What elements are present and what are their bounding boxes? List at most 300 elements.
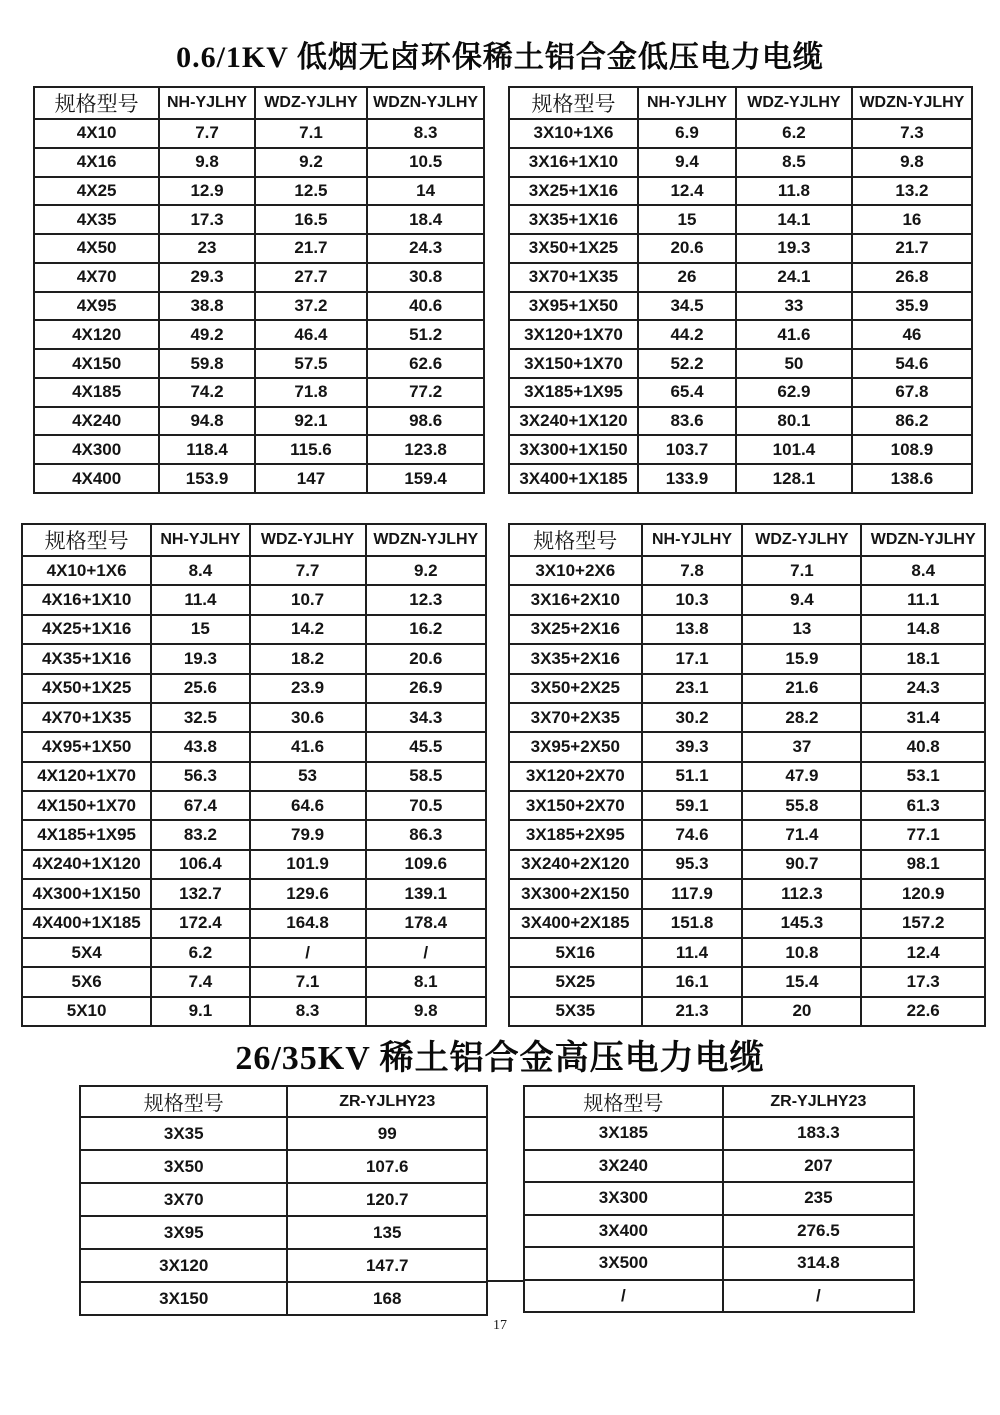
value-cell: 103.7: [638, 435, 736, 464]
spec-cell: 3X35+2X16: [509, 644, 642, 673]
value-cell: 10.7: [250, 585, 366, 614]
spec-cell: 3X25+1X16: [509, 177, 638, 206]
value-cell: 8.3: [367, 119, 484, 148]
value-cell: 67.8: [852, 378, 972, 407]
spec-cell: 4X300: [34, 435, 159, 464]
value-cell: 11.4: [642, 938, 743, 967]
value-cell: 79.9: [250, 820, 366, 849]
value-cell: 21.6: [742, 674, 861, 703]
value-cell: 8.1: [366, 967, 486, 996]
table-row: [22, 762, 486, 791]
value-cell: 17.1: [642, 644, 743, 673]
table-row: [509, 820, 985, 849]
spec-cell: 3X16+1X10: [509, 148, 638, 177]
value-cell: 101.9: [250, 850, 366, 879]
value-cell: 178.4: [366, 909, 486, 938]
value-cell: 9.8: [852, 148, 972, 177]
value-cell: 28.2: [742, 703, 861, 732]
value-cell: 23.9: [250, 674, 366, 703]
table-row: [22, 703, 486, 732]
table-row: [509, 556, 985, 585]
spec-cell: 4X35: [34, 205, 159, 234]
spec-column-header: 规格型号: [80, 1086, 287, 1117]
value-cell: 12.9: [159, 177, 254, 206]
model-column-header: NH-YJLHY: [159, 87, 254, 119]
value-cell: 9.1: [151, 997, 249, 1026]
table-row: [22, 585, 486, 614]
table-row: [524, 1150, 914, 1183]
spec-column-header: 规格型号: [509, 87, 638, 119]
spec-cell: 3X240+1X120: [509, 407, 638, 436]
value-cell: 10.3: [642, 585, 743, 614]
value-cell: 183.3: [723, 1117, 914, 1150]
model-column-header: WDZ-YJLHY: [736, 87, 852, 119]
value-cell: 62.6: [367, 349, 484, 378]
spec-cell: 3X10+2X6: [509, 556, 642, 585]
model-column-header: ZR-YJLHY23: [723, 1086, 914, 1117]
table-3plus1: [508, 86, 973, 494]
model-column-header: WDZN-YJLHY: [367, 87, 484, 119]
spec-cell: 3X185+2X95: [509, 820, 642, 849]
spec-table-4plus1: [21, 523, 487, 1027]
value-cell: 108.9: [852, 435, 972, 464]
table-row: [509, 407, 972, 436]
spec-cell: 3X10+1X6: [509, 119, 638, 148]
header-row: [34, 87, 484, 119]
spec-cell: 4X185+1X95: [22, 820, 151, 849]
spec-cell: 3X25+2X16: [509, 615, 642, 644]
high-voltage-section-title: 26/35KV 稀土铝合金高压电力电缆: [235, 1040, 765, 1077]
table-row: [509, 997, 985, 1026]
value-cell: 115.6: [255, 435, 368, 464]
value-cell: 18.4: [367, 205, 484, 234]
table-row: [34, 234, 484, 263]
value-cell: 20: [742, 997, 861, 1026]
table-row: [509, 435, 972, 464]
value-cell: 24.3: [861, 674, 985, 703]
value-cell: 55.8: [742, 791, 861, 820]
value-cell: 145.3: [742, 909, 861, 938]
spec-cell: 3X240: [524, 1150, 723, 1183]
value-cell: 58.5: [366, 762, 486, 791]
value-cell: 53: [250, 762, 366, 791]
table-row: [509, 378, 972, 407]
value-cell: 7.3: [852, 119, 972, 148]
value-cell: 14.8: [861, 615, 985, 644]
table-row: [80, 1249, 487, 1282]
value-cell: 86.3: [366, 820, 486, 849]
table-4plus1: [21, 523, 487, 1027]
spec-cell: 3X150: [80, 1282, 287, 1315]
table-row: [80, 1183, 487, 1216]
value-cell: 8.4: [151, 556, 249, 585]
table-row: [22, 879, 486, 908]
value-cell: 74.6: [642, 820, 743, 849]
table-row: [509, 762, 985, 791]
model-column-header: WDZN-YJLHY: [861, 524, 985, 556]
spec-cell: 3X95+1X50: [509, 292, 638, 321]
table-row: [22, 997, 486, 1026]
table-row: [22, 644, 486, 673]
spec-cell: /: [524, 1280, 723, 1313]
value-cell: 151.8: [642, 909, 743, 938]
value-cell: 26.9: [366, 674, 486, 703]
value-cell: 15.9: [742, 644, 861, 673]
spec-cell: 3X150+1X70: [509, 349, 638, 378]
table-row: [524, 1117, 914, 1150]
value-cell: 77.1: [861, 820, 985, 849]
table-hv-left: [79, 1085, 488, 1316]
spec-table-hv-left: [79, 1085, 488, 1316]
value-cell: 49.2: [159, 320, 254, 349]
value-cell: 12.5: [255, 177, 368, 206]
table-row: [509, 234, 972, 263]
value-cell: 30.2: [642, 703, 743, 732]
table-row: [509, 615, 985, 644]
value-cell: 99: [287, 1117, 487, 1150]
value-cell: 41.6: [736, 320, 852, 349]
spec-cell: 3X400+2X185: [509, 909, 642, 938]
value-cell: 16.1: [642, 967, 743, 996]
table-row: [34, 407, 484, 436]
value-cell: 135: [287, 1216, 487, 1249]
value-cell: 92.1: [255, 407, 368, 436]
value-cell: 10.5: [367, 148, 484, 177]
value-cell: 159.4: [367, 464, 484, 493]
table-row: [509, 177, 972, 206]
value-cell: 9.8: [366, 997, 486, 1026]
table-row: [34, 119, 484, 148]
value-cell: 109.6: [366, 850, 486, 879]
value-cell: 25.6: [151, 674, 249, 703]
value-cell: 168: [287, 1282, 487, 1315]
spec-cell: 4X240+1X120: [22, 850, 151, 879]
value-cell: 12.4: [861, 938, 985, 967]
value-cell: 51.1: [642, 762, 743, 791]
table-row: [34, 177, 484, 206]
table-hv-right: [523, 1085, 915, 1313]
value-cell: 45.5: [366, 732, 486, 761]
value-cell: 9.4: [742, 585, 861, 614]
spec-cell: 3X500: [524, 1247, 723, 1280]
model-column-header: WDZ-YJLHY: [742, 524, 861, 556]
header-row: [509, 87, 972, 119]
value-cell: 41.6: [250, 732, 366, 761]
spec-column-header: 规格型号: [524, 1086, 723, 1117]
value-cell: 30.6: [250, 703, 366, 732]
value-cell: 172.4: [151, 909, 249, 938]
value-cell: /: [250, 938, 366, 967]
value-cell: 7.1: [250, 967, 366, 996]
table-row: [509, 585, 985, 614]
spec-cell: 3X50: [80, 1150, 287, 1183]
table-row: [22, 938, 486, 967]
table-row: [509, 148, 972, 177]
table-row: [509, 703, 985, 732]
table-row: [524, 1247, 914, 1280]
spec-table-4core: [33, 86, 485, 494]
table-row: [509, 292, 972, 321]
table-row: [22, 791, 486, 820]
spec-cell: 3X150+2X70: [509, 791, 642, 820]
value-cell: 23.1: [642, 674, 743, 703]
value-cell: 43.8: [151, 732, 249, 761]
spec-cell: 5X4: [22, 938, 151, 967]
table-row: [509, 263, 972, 292]
table-row: [22, 820, 486, 849]
value-cell: 33: [736, 292, 852, 321]
value-cell: 106.4: [151, 850, 249, 879]
spec-cell: 5X16: [509, 938, 642, 967]
value-cell: 21.3: [642, 997, 743, 1026]
value-cell: 35.9: [852, 292, 972, 321]
value-cell: 26: [638, 263, 736, 292]
value-cell: 50: [736, 349, 852, 378]
value-cell: 14.2: [250, 615, 366, 644]
value-cell: 46.4: [255, 320, 368, 349]
value-cell: 118.4: [159, 435, 254, 464]
table-row: [34, 205, 484, 234]
table-row: [34, 292, 484, 321]
spec-cell: 4X50: [34, 234, 159, 263]
spec-column-header: 规格型号: [34, 87, 159, 119]
spec-cell: 3X35: [80, 1117, 287, 1150]
value-cell: 7.8: [642, 556, 743, 585]
value-cell: 38.8: [159, 292, 254, 321]
table-row: [509, 205, 972, 234]
value-cell: 57.5: [255, 349, 368, 378]
value-cell: 9.2: [255, 148, 368, 177]
table-row: [22, 556, 486, 585]
spec-cell: 3X35+1X16: [509, 205, 638, 234]
value-cell: 9.4: [638, 148, 736, 177]
table-row: [80, 1216, 487, 1249]
spec-cell: 4X185: [34, 378, 159, 407]
table-row: [509, 349, 972, 378]
value-cell: 7.7: [250, 556, 366, 585]
value-cell: 80.1: [736, 407, 852, 436]
table-row: [22, 615, 486, 644]
spec-cell: 4X150: [34, 349, 159, 378]
value-cell: 147.7: [287, 1249, 487, 1282]
value-cell: 19.3: [151, 644, 249, 673]
table-row: [509, 879, 985, 908]
value-cell: 31.4: [861, 703, 985, 732]
spec-cell: 3X300+1X150: [509, 435, 638, 464]
header-row: [22, 524, 486, 556]
table-row: [22, 850, 486, 879]
spec-cell: 3X185+1X95: [509, 378, 638, 407]
model-column-header: WDZ-YJLHY: [255, 87, 368, 119]
table-row: [524, 1182, 914, 1215]
spec-cell: 5X6: [22, 967, 151, 996]
spec-cell: 3X70: [80, 1183, 287, 1216]
table-4core: [33, 86, 485, 494]
value-cell: 21.7: [852, 234, 972, 263]
value-cell: 17.3: [159, 205, 254, 234]
table-row: [509, 938, 985, 967]
table-row: [509, 644, 985, 673]
value-cell: 15: [151, 615, 249, 644]
value-cell: 19.3: [736, 234, 852, 263]
value-cell: 133.9: [638, 464, 736, 493]
value-cell: 12.4: [638, 177, 736, 206]
spec-cell: 3X400+1X185: [509, 464, 638, 493]
value-cell: 14: [367, 177, 484, 206]
table-row: [34, 464, 484, 493]
value-cell: 37: [742, 732, 861, 761]
spec-cell: 5X35: [509, 997, 642, 1026]
value-cell: 39.3: [642, 732, 743, 761]
value-cell: 71.8: [255, 378, 368, 407]
value-cell: 24.1: [736, 263, 852, 292]
value-cell: 11.8: [736, 177, 852, 206]
value-cell: 7.1: [742, 556, 861, 585]
value-cell: 139.1: [366, 879, 486, 908]
spec-cell: 4X10+1X6: [22, 556, 151, 585]
spec-cell: 3X240+2X120: [509, 850, 642, 879]
spec-cell: 5X25: [509, 967, 642, 996]
value-cell: 34.3: [366, 703, 486, 732]
spec-cell: 4X120: [34, 320, 159, 349]
spec-cell: 3X120+1X70: [509, 320, 638, 349]
value-cell: 112.3: [742, 879, 861, 908]
value-cell: 30.8: [367, 263, 484, 292]
spec-table-3plus1: [508, 86, 973, 494]
low-voltage-section-title: 0.6/1KV 低烟无卤环保稀土铝合金低压电力电缆: [176, 41, 824, 74]
value-cell: 6.2: [151, 938, 249, 967]
value-cell: 44.2: [638, 320, 736, 349]
value-cell: 117.9: [642, 879, 743, 908]
spec-cell: 4X35+1X16: [22, 644, 151, 673]
value-cell: 16: [852, 205, 972, 234]
value-cell: 98.1: [861, 850, 985, 879]
value-cell: 276.5: [723, 1215, 914, 1248]
value-cell: 314.8: [723, 1247, 914, 1280]
value-cell: 207: [723, 1150, 914, 1183]
value-cell: 83.6: [638, 407, 736, 436]
value-cell: 67.4: [151, 791, 249, 820]
value-cell: 13: [742, 615, 861, 644]
table-row: [22, 909, 486, 938]
header-row: [509, 524, 985, 556]
value-cell: 37.2: [255, 292, 368, 321]
model-column-header: WDZ-YJLHY: [250, 524, 366, 556]
value-cell: 17.3: [861, 967, 985, 996]
spec-cell: 3X70+2X35: [509, 703, 642, 732]
value-cell: 123.8: [367, 435, 484, 464]
value-cell: 34.5: [638, 292, 736, 321]
model-column-header: NH-YJLHY: [151, 524, 249, 556]
value-cell: 12.3: [366, 585, 486, 614]
value-cell: 129.6: [250, 879, 366, 908]
table-row: [34, 349, 484, 378]
spec-cell: 4X300+1X150: [22, 879, 151, 908]
value-cell: 71.4: [742, 820, 861, 849]
table-row: [509, 732, 985, 761]
table-row: [34, 263, 484, 292]
table-row: [509, 119, 972, 148]
table-row: [34, 435, 484, 464]
spec-cell: 4X50+1X25: [22, 674, 151, 703]
value-cell: 157.2: [861, 909, 985, 938]
value-cell: 90.7: [742, 850, 861, 879]
spec-cell: 3X300+2X150: [509, 879, 642, 908]
value-cell: 70.5: [366, 791, 486, 820]
value-cell: 15.4: [742, 967, 861, 996]
value-cell: 235: [723, 1182, 914, 1215]
value-cell: 120.7: [287, 1183, 487, 1216]
spec-cell: 4X10: [34, 119, 159, 148]
value-cell: 7.4: [151, 967, 249, 996]
page-number: 17: [493, 1318, 507, 1333]
value-cell: 62.9: [736, 378, 852, 407]
value-cell: 94.8: [159, 407, 254, 436]
value-cell: 7.7: [159, 119, 254, 148]
spec-cell: 3X120: [80, 1249, 287, 1282]
spec-cell: 3X400: [524, 1215, 723, 1248]
spec-cell: 4X25: [34, 177, 159, 206]
value-cell: 86.2: [852, 407, 972, 436]
value-cell: 8.3: [250, 997, 366, 1026]
spec-cell: 4X70+1X35: [22, 703, 151, 732]
value-cell: 9.2: [366, 556, 486, 585]
value-cell: 18.1: [861, 644, 985, 673]
value-cell: 128.1: [736, 464, 852, 493]
value-cell: 26.8: [852, 263, 972, 292]
spec-table-hv-right: [523, 1085, 915, 1313]
table-row: [509, 850, 985, 879]
spec-table-3plus2: [508, 523, 986, 1027]
spec-cell: 4X240: [34, 407, 159, 436]
value-cell: 98.6: [367, 407, 484, 436]
value-cell: 132.7: [151, 879, 249, 908]
value-cell: 101.4: [736, 435, 852, 464]
table-row: [509, 674, 985, 703]
value-cell: 27.7: [255, 263, 368, 292]
header-row: [80, 1086, 487, 1117]
value-cell: 83.2: [151, 820, 249, 849]
value-cell: 74.2: [159, 378, 254, 407]
value-cell: 52.2: [638, 349, 736, 378]
spec-cell: 5X10: [22, 997, 151, 1026]
value-cell: /: [723, 1280, 914, 1313]
value-cell: 16.5: [255, 205, 368, 234]
table-row: [34, 320, 484, 349]
value-cell: 147: [255, 464, 368, 493]
value-cell: 13.8: [642, 615, 743, 644]
spec-cell: 3X95+2X50: [509, 732, 642, 761]
spec-cell: 4X150+1X70: [22, 791, 151, 820]
value-cell: 11.1: [861, 585, 985, 614]
table-row: [509, 464, 972, 493]
value-cell: 40.6: [367, 292, 484, 321]
value-cell: 10.8: [742, 938, 861, 967]
spec-cell: 3X50+1X25: [509, 234, 638, 263]
value-cell: 59.8: [159, 349, 254, 378]
value-cell: 21.7: [255, 234, 368, 263]
value-cell: 7.1: [255, 119, 368, 148]
value-cell: 59.1: [642, 791, 743, 820]
spec-cell: 4X16: [34, 148, 159, 177]
value-cell: 120.9: [861, 879, 985, 908]
table-row: [22, 674, 486, 703]
value-cell: 53.1: [861, 762, 985, 791]
value-cell: 9.8: [159, 148, 254, 177]
value-cell: 8.5: [736, 148, 852, 177]
value-cell: 8.4: [861, 556, 985, 585]
value-cell: 47.9: [742, 762, 861, 791]
